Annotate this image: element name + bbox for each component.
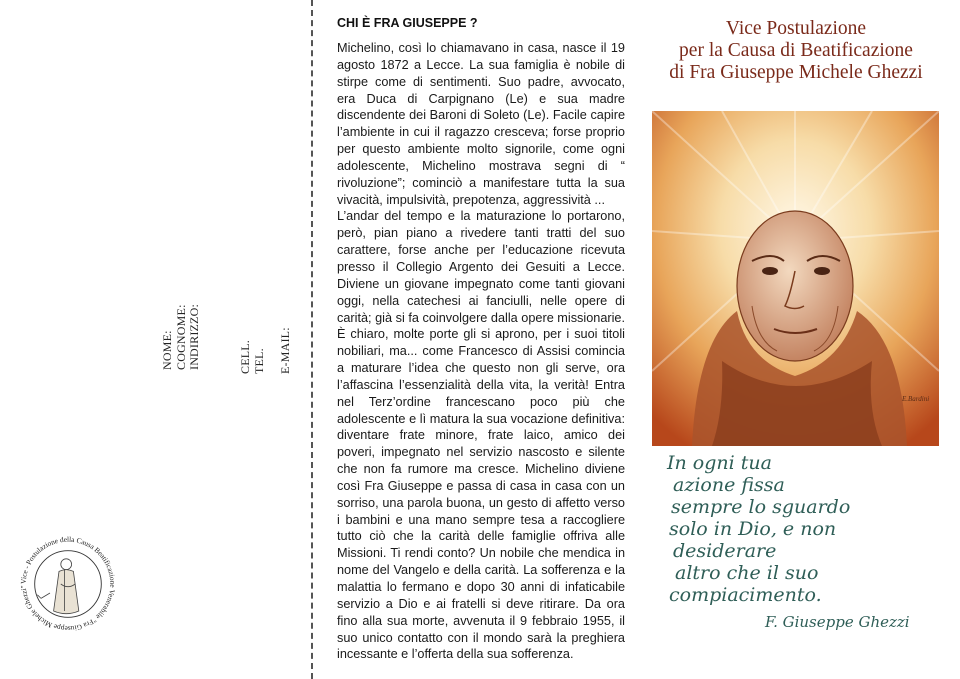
article-body xyxy=(337,40,625,663)
form-label-tel: TEL. xyxy=(252,348,266,374)
handwriting-line: In ogni tua xyxy=(667,452,772,474)
handwriting-line: altro che il suo xyxy=(675,562,819,584)
postulation-seal xyxy=(14,530,122,638)
portrait-signature: E.Bardini xyxy=(902,395,930,403)
article-paragraph: Michelino, così lo chiamavano in casa, nasce il 19 agosto 1872 a Lecce. La sua famiglia è nobile di stirpe come di sentimenti. Suo padre, avvocato, era Duca di Carpignano (Le) e sua madre discendente dei Baroni di Soleto (Le). Facile capire l’ambiente in cui il ragazzo cresceva; forse proprio per questo ambiente molto signorile, come ogni adolescente, Michelino mostrava segni di “ rivoluzione”; cominciò a manifestare tutta la sua vivacità, impulsività, prepotenza, aggressività ... xyxy=(337,41,625,207)
handwriting-line: desiderare xyxy=(673,540,777,562)
form-label-cognome: COGNOME: xyxy=(174,304,188,370)
form-label-nome: NOME: xyxy=(160,330,174,370)
handwritten-quote xyxy=(655,449,945,639)
seal-text: Vice - Postulazione della Causa Beatificazione Venerabile "Fra Giuseppe Michele Ghezzi" xyxy=(19,535,117,633)
cover-title-line: Vice Postulazione xyxy=(725,18,867,39)
article-paragraph: L’andar del tempo e la maturazione lo portarono, però, pian piano a rivedere tanti tratti del suo carattere, forse anche per l’educazione ricevuta presso il Collegio Argento dei Gesuiti a Lecce. Diviene un giovane impegnato come tanti giovani oggi, nella catechesi ai fanciulli, nelle opere di carità; già si fa coinvolgere dalla opere missionarie. È chiaro, molte porte gli si aprono, per i suoi titoli nobiliari, ma... come Francesco di Assisi comincia a maturare l’idea che questo non gli serve, ora l’affascina l’essenzialità della vita, la verità! Entra nel Terz’ordine francescano poco più che adolescente e lì matura la sua vocazione definitiva: diventare frate minore, frate laico, amico dei poveri, impegnato nel servizio nascosto e silente che non fa rumore ma cresce. Michelino diviene così Fra Giuseppe e passa di casa in casa con un sorriso, una parola buona, un gesto di affetto verso i bambini e una mano sempre tesa a raccogliere tutto ciò che la carità delle famiglie offriva alle Missioni. Ti rendi conto? Un nobile che mendica in nome del Vangelo e della carità. La sofferenza e la malattia lo fermano e dopo 30 anni di infaticabile servizio a Dio e ai fratelli si deve ritirare. Da ora fino alla sua morte, avvenuta il 9 febbraio 1955, il suo unico contatto con il mondo sarà la preghiera incessante e l’offerta della sua sofferenza. xyxy=(337,209,625,662)
cover-title-line: per la Causa di Beatificazione xyxy=(679,40,913,61)
form-label-indirizzo: INDIRIZZO: xyxy=(187,304,201,370)
handwriting-line: sempre lo sguardo xyxy=(671,496,851,518)
article-heading: CHI È FRA GIUSEPPE ? xyxy=(337,16,478,30)
form-label-cell: CELL. xyxy=(238,340,252,374)
cover-title-line: di Fra Giuseppe Michele Ghezzi xyxy=(669,62,923,83)
cover-title xyxy=(650,18,942,84)
handwriting-line: azione fissa xyxy=(673,474,785,496)
form-label-email: E-MAIL: xyxy=(278,327,292,374)
handwriting-signature: F. Giuseppe Ghezzi xyxy=(765,613,910,631)
friar-figure-icon xyxy=(37,559,78,614)
handwriting-line: compiacimento. xyxy=(669,584,822,606)
friar-portrait xyxy=(652,111,939,446)
address-panel xyxy=(0,0,312,679)
handwriting-line: solo in Dio, e non xyxy=(669,518,837,540)
